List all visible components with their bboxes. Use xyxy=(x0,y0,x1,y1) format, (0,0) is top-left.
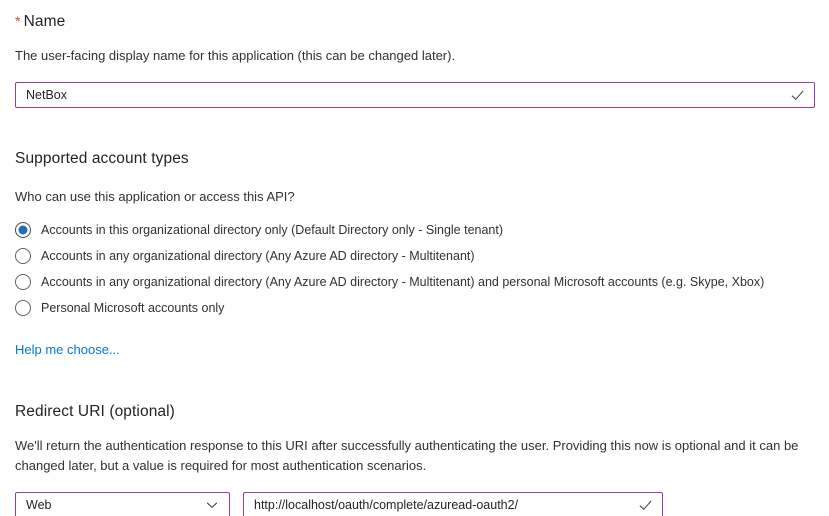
radio-option-single-tenant[interactable] xyxy=(15,217,815,243)
redirect-uri-input-wrapper xyxy=(243,492,663,516)
supported-account-types-title: Supported account types xyxy=(15,149,189,167)
radio-button-icon xyxy=(15,300,31,316)
name-section-title xyxy=(15,13,815,31)
radio-option-label: Accounts in any organizational directory (Any Azure AD directory - Multitenant) xyxy=(41,249,475,263)
account-types-question: Who can use this application or access this API? xyxy=(15,188,295,204)
radio-option-multitenant[interactable] xyxy=(15,243,815,269)
name-input[interactable] xyxy=(16,83,814,107)
account-types-radio-group xyxy=(15,217,815,321)
radio-option-personal-only[interactable] xyxy=(15,295,815,321)
required-asterisk: * xyxy=(15,13,21,29)
radio-option-label: Accounts in any organizational directory (Any Azure AD directory - Multitenant) and personal Microsoft accounts (e.g. Skype, Xbox) xyxy=(41,275,765,289)
valid-check-icon xyxy=(638,498,653,513)
platform-select[interactable] xyxy=(15,492,230,516)
help-me-choose-link[interactable]: Help me choose... xyxy=(15,342,120,357)
radio-button-icon xyxy=(15,248,31,264)
name-input-wrapper xyxy=(15,82,815,108)
radio-option-multitenant-personal[interactable] xyxy=(15,269,815,295)
radio-button-icon xyxy=(15,274,31,290)
redirect-uri-input[interactable] xyxy=(244,493,662,516)
redirect-uri-controls xyxy=(15,492,815,516)
radio-option-label: Personal Microsoft accounts only xyxy=(41,301,225,315)
name-description: The user-facing display name for this application (this can be changed later). xyxy=(15,48,456,63)
chevron-down-icon xyxy=(205,498,219,512)
name-section-title-text: Name xyxy=(23,13,66,30)
platform-select-value: Web xyxy=(26,498,52,512)
radio-option-label: Accounts in this organizational directory only (Default Directory only - Single tenant) xyxy=(41,223,504,237)
redirect-uri-title: Redirect URI (optional) xyxy=(15,403,175,420)
valid-check-icon xyxy=(790,87,805,102)
redirect-uri-description: We'll return the authentication response to this URI after successfully authenticating the user. Providing this now is optional and it can be changed later, but a value is required for most authentication scenarios. xyxy=(15,438,799,473)
radio-button-icon xyxy=(15,222,31,238)
